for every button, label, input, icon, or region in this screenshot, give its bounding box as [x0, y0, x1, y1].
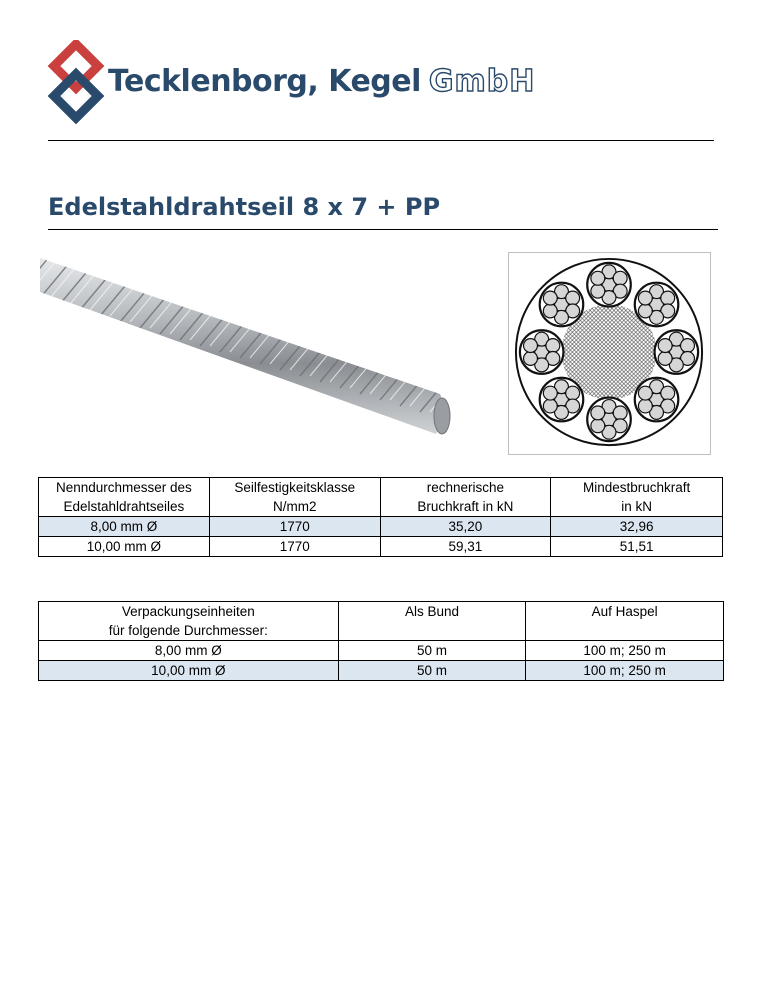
company-suffix: GmbH: [428, 64, 536, 99]
table-cell: 8,00 mm Ø: [39, 517, 210, 537]
table-cell: 59,31: [380, 537, 551, 557]
table-cell: 35,20: [380, 517, 551, 537]
table-cell: 51,51: [551, 537, 723, 557]
table-cell: 32,96: [551, 517, 723, 537]
table-cell: 8,00 mm Ø: [39, 641, 339, 661]
rope-cross-section-diagram: [508, 252, 711, 455]
table-cell: 50 m: [338, 661, 526, 681]
header-cell: Als Bund: [338, 602, 526, 641]
table-header-row: [39, 602, 724, 641]
table-row: [39, 517, 723, 537]
header-cell: Mindestbruchkraft in kN: [551, 478, 723, 517]
company-name-text: Tecklenborg, Kegel: [108, 64, 421, 99]
header-cell: Verpackungseinheiten für folgende Durchmesser:: [39, 602, 339, 641]
table-cell: 1770: [209, 537, 380, 557]
header-cell: Nenndurchmesser des Edelstahldrahtseiles: [39, 478, 210, 517]
strength-table: [38, 477, 723, 557]
product-title: Edelstahldrahtseil 8 x 7 + PP: [48, 193, 441, 221]
rope-photo: [40, 252, 452, 442]
header-cell: rechnerische Bruchkraft in kN: [380, 478, 551, 517]
table-cell: 100 m; 250 m: [526, 661, 724, 681]
company-name: [108, 62, 535, 102]
company-logo: [46, 40, 106, 124]
title-divider: [48, 229, 718, 230]
table-row: [39, 641, 724, 661]
table-cell: 1770: [209, 517, 380, 537]
table-row: [39, 537, 723, 557]
header-cell: Seilfestigkeitsklasse N/mm2: [209, 478, 380, 517]
table-row: [39, 661, 724, 681]
header-cell: Auf Haspel: [526, 602, 724, 641]
packaging-table: [38, 601, 724, 681]
header-divider: [48, 140, 714, 141]
table-header-row: [39, 478, 723, 517]
table-cell: 100 m; 250 m: [526, 641, 724, 661]
table-cell: 10,00 mm Ø: [39, 661, 339, 681]
table-cell: 50 m: [338, 641, 526, 661]
table-cell: 10,00 mm Ø: [39, 537, 210, 557]
